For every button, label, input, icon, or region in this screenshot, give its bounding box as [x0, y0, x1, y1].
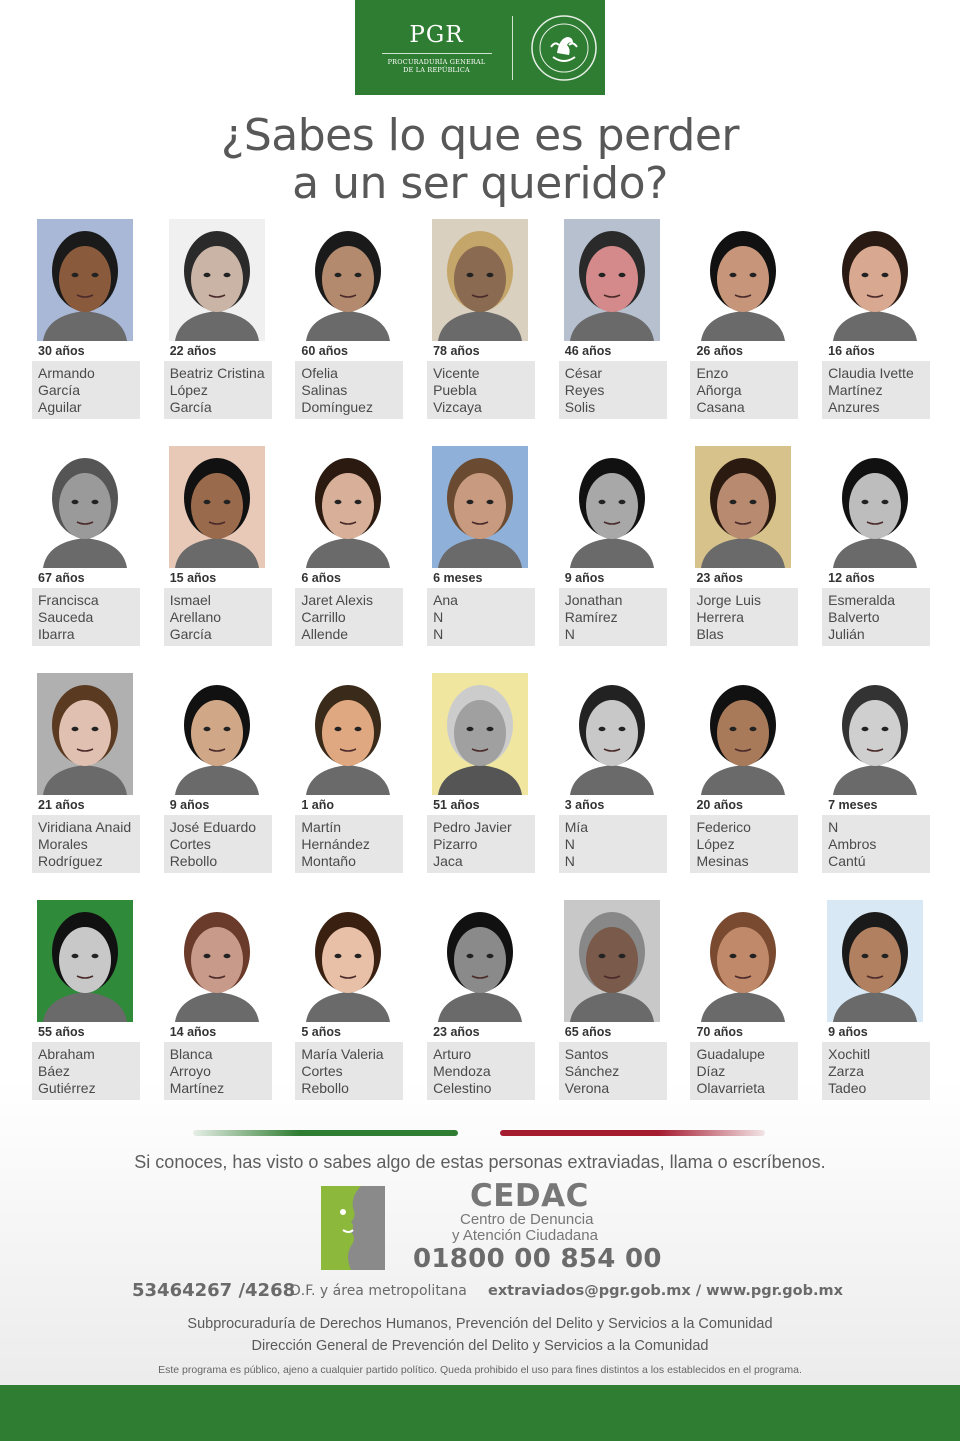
- person-card: [32, 673, 140, 877]
- person-card: [295, 219, 403, 423]
- person-age: 46 años: [564, 344, 612, 358]
- person-photo: [827, 900, 923, 1022]
- person-name-line: César: [564, 365, 603, 381]
- person-name-box: [427, 815, 535, 873]
- person-card: [690, 673, 798, 877]
- person-photo: [432, 900, 528, 1022]
- person-name-line: Balverto: [828, 609, 880, 625]
- person-name-line: Celestino: [433, 1080, 492, 1096]
- person-name-box: [690, 1042, 798, 1100]
- portrait-icon: [564, 446, 660, 568]
- person-photo: [564, 673, 660, 795]
- pgr-sub-line1: PROCURADURÍA GENERAL: [387, 57, 486, 66]
- person-name-box: [822, 1042, 930, 1100]
- person-age: 9 años: [169, 798, 210, 812]
- person-name-box: [32, 588, 140, 646]
- person-card: [164, 900, 272, 1104]
- person-name-line: Olavarrieta: [696, 1080, 765, 1096]
- portrait-icon: [827, 446, 923, 568]
- person-photo: [300, 446, 396, 568]
- person-name-line: Ana: [433, 592, 458, 608]
- person-name-line: Díaz: [696, 1063, 726, 1079]
- person-age: 3 años: [564, 798, 605, 812]
- person-name-line: Mesinas: [696, 853, 749, 869]
- person-name-line: Ramírez: [564, 609, 618, 625]
- person-name-box: [32, 815, 140, 873]
- portrait-icon: [37, 673, 133, 795]
- person-name-box: [427, 361, 535, 419]
- person-card: [295, 900, 403, 1104]
- person-name-line: Julián: [828, 626, 865, 642]
- person-age: 14 años: [169, 1025, 217, 1039]
- person-name-box: [295, 815, 403, 873]
- person-card: [690, 900, 798, 1104]
- person-name-line: Viridiana Anaid: [38, 819, 132, 835]
- person-card: [690, 446, 798, 650]
- person-name-box: [427, 588, 535, 646]
- person-card: [822, 219, 930, 423]
- portrait-icon: [169, 673, 265, 795]
- person-card: [32, 900, 140, 1104]
- person-photo: [300, 673, 396, 795]
- person-name-line: Martín: [301, 819, 342, 835]
- person-photo: [695, 446, 791, 568]
- person-name-line: Guadalupe: [696, 1046, 765, 1062]
- email-web-contact: extraviados@pgr.gob.mx / www.pgr.gob.mx: [488, 1283, 843, 1299]
- person-name-line: Casana: [696, 399, 745, 415]
- pgr-sub-line2: DE LA REPÚBLICA: [403, 65, 470, 74]
- person-name-box: [690, 815, 798, 873]
- person-card: [32, 219, 140, 423]
- person-photo: [169, 446, 265, 568]
- person-name-line: Sánchez: [564, 1063, 620, 1079]
- person-card: [164, 219, 272, 423]
- person-name-line: Rebollo: [301, 1080, 349, 1096]
- person-name-line: Tadeo: [828, 1080, 867, 1096]
- person-name-line: Santos: [564, 1046, 609, 1062]
- cedac-sub2: y Atención Ciudadana: [452, 1227, 598, 1244]
- person-photo: [564, 446, 660, 568]
- person-name-line: Claudia Ivette: [828, 365, 914, 381]
- person-photo: [827, 219, 923, 341]
- person-name-line: Jaret Alexis: [301, 592, 373, 608]
- person-name-line: Salinas: [301, 382, 348, 398]
- person-name-line: Hernández: [301, 836, 370, 852]
- person-age: 1 año: [301, 798, 335, 812]
- person-photo: [37, 900, 133, 1022]
- person-name-box: [690, 361, 798, 419]
- person-photo: [300, 219, 396, 341]
- person-name-line: Rebollo: [169, 853, 218, 869]
- person-card: [559, 446, 667, 650]
- person-name-line: Aguilar: [38, 399, 82, 415]
- person-card: [295, 673, 403, 877]
- person-name-line: Xochitl: [828, 1046, 871, 1062]
- person-age: 55 años: [38, 1025, 85, 1039]
- person-age: 30 años: [38, 344, 85, 358]
- person-name-line: Armando: [38, 365, 95, 381]
- headline: [0, 112, 960, 208]
- cedac-phone: 01800 00 854 00: [413, 1244, 662, 1274]
- person-age: 21 años: [38, 798, 85, 812]
- flag-green-stripe: [193, 1130, 458, 1136]
- person-age: 9 años: [564, 571, 605, 585]
- cedac-logo-icon: [321, 1186, 385, 1270]
- person-name-line: Federico: [696, 819, 751, 835]
- person-name-line: Jaca: [433, 853, 463, 869]
- person-age: 20 años: [696, 798, 743, 812]
- person-name-line: Mía: [564, 819, 589, 835]
- person-name-line: Solis: [564, 399, 596, 415]
- person-photo: [37, 219, 133, 341]
- person-name-line: Francisca: [38, 592, 99, 608]
- portrait-icon: [37, 900, 133, 1022]
- person-card: [164, 446, 272, 650]
- person-name-line: Blas: [696, 626, 724, 642]
- person-name-box: [32, 1042, 140, 1100]
- person-age: 26 años: [696, 344, 743, 358]
- portrait-icon: [695, 900, 791, 1022]
- portrait-icon: [432, 446, 528, 568]
- person-photo: [432, 446, 528, 568]
- person-name-line: Martínez: [169, 1080, 225, 1096]
- disclaimer: Este programa es público, ajeno a cualquier partido político. Queda prohibido el uso para fines distintos a los establecidos en el programa.: [158, 1364, 802, 1376]
- person-name-line: Cantú: [828, 853, 866, 869]
- portrait-icon: [37, 446, 133, 568]
- person-card: [822, 446, 930, 650]
- pgr-divider: [512, 16, 513, 80]
- person-card: [559, 219, 667, 423]
- person-name-line: Añorga: [696, 382, 742, 398]
- person-age: 23 años: [696, 571, 743, 585]
- person-name-line: Martínez: [828, 382, 883, 398]
- person-name-line: Morales: [38, 836, 88, 852]
- person-age: 16 años: [828, 344, 875, 358]
- person-photo: [169, 219, 265, 341]
- person-name-box: [822, 361, 930, 419]
- person-name-box: [559, 815, 667, 873]
- portrait-icon: [564, 673, 660, 795]
- person-name-line: Rodríguez: [38, 853, 103, 869]
- person-age: 12 años: [828, 571, 875, 585]
- person-age: 6 años: [301, 571, 341, 585]
- person-name-line: Reyes: [564, 382, 605, 398]
- portrait-icon: [37, 219, 133, 341]
- person-name-box: [559, 361, 667, 419]
- portrait-icon: [169, 219, 265, 341]
- person-name-line: Allende: [301, 626, 349, 642]
- person-photo: [695, 900, 791, 1022]
- local-area-label: D.F. y área metropolitana: [290, 1283, 467, 1299]
- person-photo: [432, 219, 528, 341]
- person-card: [822, 900, 930, 1104]
- person-name-line: Pizarro: [433, 836, 478, 852]
- person-photo: [827, 673, 923, 795]
- person-name-line: Beatriz Cristina: [169, 365, 265, 381]
- person-name-box: [164, 588, 272, 646]
- person-age: 15 años: [169, 571, 217, 585]
- portrait-icon: [827, 219, 923, 341]
- person-name-line: Abraham: [38, 1046, 95, 1062]
- portrait-icon: [432, 900, 528, 1022]
- portrait-icon: [695, 673, 791, 795]
- person-name-line: N: [828, 819, 839, 835]
- person-card: [822, 673, 930, 877]
- person-name-line: Arroyo: [169, 1063, 211, 1079]
- person-name-line: García: [169, 626, 212, 642]
- person-name-line: García: [38, 382, 81, 398]
- portrait-icon: [300, 673, 396, 795]
- person-age: 65 años: [564, 1025, 612, 1039]
- pgr-name: PGR: [409, 21, 464, 48]
- person-name-box: [164, 815, 272, 873]
- person-name-box: [822, 588, 930, 646]
- person-name-box: [295, 1042, 403, 1100]
- person-age: 70 años: [696, 1025, 743, 1039]
- person-photo: [695, 219, 791, 341]
- person-age: 60 años: [301, 344, 348, 358]
- person-name-line: Cortes: [169, 836, 211, 852]
- person-age: 9 años: [828, 1025, 868, 1039]
- portrait-icon: [169, 446, 265, 568]
- person-name-line: N: [564, 626, 575, 642]
- person-name-box: [32, 361, 140, 419]
- person-name-line: Arellano: [169, 609, 222, 625]
- headline-line1: ¿Sabes lo que es perder: [220, 110, 740, 161]
- person-name-line: Verona: [564, 1080, 610, 1096]
- person-photo: [300, 900, 396, 1022]
- portrait-icon: [695, 446, 791, 568]
- person-name-line: Arturo: [433, 1046, 472, 1062]
- person-name-line: Anzures: [828, 399, 880, 415]
- person-name-line: Ambros: [828, 836, 877, 852]
- person-photo: [695, 673, 791, 795]
- portrait-icon: [827, 673, 923, 795]
- person-name-line: López: [169, 382, 208, 398]
- department-line2: Dirección General de Prevención del Delito y Servicios a la Comunidad: [251, 1338, 709, 1354]
- callout-text: Si conoces, has visto o sabes algo de estas personas extraviadas, llama o escríbenos.: [134, 1152, 826, 1172]
- person-name-line: Carrillo: [301, 609, 346, 625]
- portrait-icon: [432, 673, 528, 795]
- person-card: [427, 219, 535, 423]
- person-photo: [564, 900, 660, 1022]
- person-name-line: Herrera: [696, 609, 744, 625]
- person-name-line: Blanca: [169, 1046, 213, 1062]
- person-name-line: Esmeralda: [828, 592, 896, 608]
- person-name-line: Mendoza: [433, 1063, 491, 1079]
- person-name-line: N: [564, 853, 575, 869]
- person-card: [427, 446, 535, 650]
- person-name-line: Zarza: [828, 1063, 864, 1079]
- person-name-box: [690, 588, 798, 646]
- person-name-line: Domínguez: [301, 399, 373, 415]
- portrait-icon: [300, 446, 396, 568]
- person-card: [690, 219, 798, 423]
- portrait-icon: [827, 900, 923, 1022]
- portrait-icon: [564, 219, 660, 341]
- pgr-wordmark: [355, 0, 500, 95]
- person-age: 7 meses: [828, 798, 878, 812]
- person-name-line: José Eduardo: [169, 819, 257, 835]
- cedac-sub1: Centro de Denuncia: [460, 1211, 594, 1228]
- person-name-line: Ibarra: [38, 626, 75, 642]
- department-line1: Subprocuraduría de Derechos Humanos, Prevención del Delito y Servicios a la Comunidad: [187, 1316, 773, 1332]
- person-photo: [564, 219, 660, 341]
- person-name-line: Jorge Luis: [696, 592, 762, 608]
- person-photo: [432, 673, 528, 795]
- person-name-line: Enzo: [696, 365, 729, 381]
- person-name-line: Vicente: [433, 365, 480, 381]
- person-name-line: Puebla: [433, 382, 477, 398]
- person-name-line: Báez: [38, 1063, 70, 1079]
- footer-bar: [0, 1385, 960, 1441]
- person-photo: [827, 446, 923, 568]
- person-card: [559, 673, 667, 877]
- portrait-icon: [564, 900, 660, 1022]
- person-name-line: Ismael: [169, 592, 211, 608]
- headline-line2: a un ser querido?: [292, 158, 668, 209]
- person-age: 22 años: [169, 344, 217, 358]
- person-age: 51 años: [433, 798, 480, 812]
- portrait-icon: [300, 219, 396, 341]
- pgr-rule: [382, 53, 492, 54]
- person-name-line: García: [169, 399, 212, 415]
- missing-persons-grid: [32, 219, 932, 1104]
- person-card: [295, 446, 403, 650]
- person-photo: [169, 900, 265, 1022]
- person-name-box: [164, 1042, 272, 1100]
- portrait-icon: [695, 219, 791, 341]
- person-name-box: [559, 588, 667, 646]
- person-age: 6 meses: [433, 571, 483, 585]
- local-phone-number: 53464267 /4268: [132, 1280, 296, 1301]
- portrait-icon: [432, 219, 528, 341]
- portrait-icon: [169, 900, 265, 1022]
- person-name-line: Gutiérrez: [38, 1080, 96, 1096]
- portrait-icon: [300, 900, 396, 1022]
- person-name-box: [427, 1042, 535, 1100]
- person-name-box: [822, 815, 930, 873]
- person-age: 5 años: [301, 1025, 341, 1039]
- person-name-line: Pedro Javier: [433, 819, 512, 835]
- person-card: [427, 900, 535, 1104]
- person-name-line: N: [433, 626, 444, 642]
- person-age: 23 años: [433, 1025, 480, 1039]
- person-age: 78 años: [433, 344, 480, 358]
- person-name-box: [164, 361, 272, 419]
- flag-red-stripe: [500, 1130, 765, 1136]
- person-name-line: N: [564, 836, 575, 852]
- person-photo: [37, 446, 133, 568]
- person-name-line: Montaño: [301, 853, 356, 869]
- person-name-line: Cortes: [301, 1063, 343, 1079]
- cedac-title: CEDAC: [470, 1178, 589, 1214]
- person-name-line: López: [696, 836, 735, 852]
- person-name-line: Jonathan: [564, 592, 623, 608]
- person-card: [427, 673, 535, 877]
- person-card: [559, 900, 667, 1104]
- national-seal-icon: [529, 13, 599, 83]
- person-photo: [37, 673, 133, 795]
- person-card: [164, 673, 272, 877]
- person-name-box: [295, 588, 403, 646]
- person-name-box: [295, 361, 403, 419]
- person-name-line: Sauceda: [38, 609, 94, 625]
- person-name-line: Ofelia: [301, 365, 338, 381]
- person-photo: [169, 673, 265, 795]
- person-name-line: María Valeria: [301, 1046, 384, 1062]
- person-name-line: N: [433, 609, 444, 625]
- person-name-box: [559, 1042, 667, 1100]
- person-card: [32, 446, 140, 650]
- person-name-line: Vizcaya: [433, 399, 482, 415]
- person-age: 67 años: [38, 571, 85, 585]
- pgr-logo: [355, 0, 605, 95]
